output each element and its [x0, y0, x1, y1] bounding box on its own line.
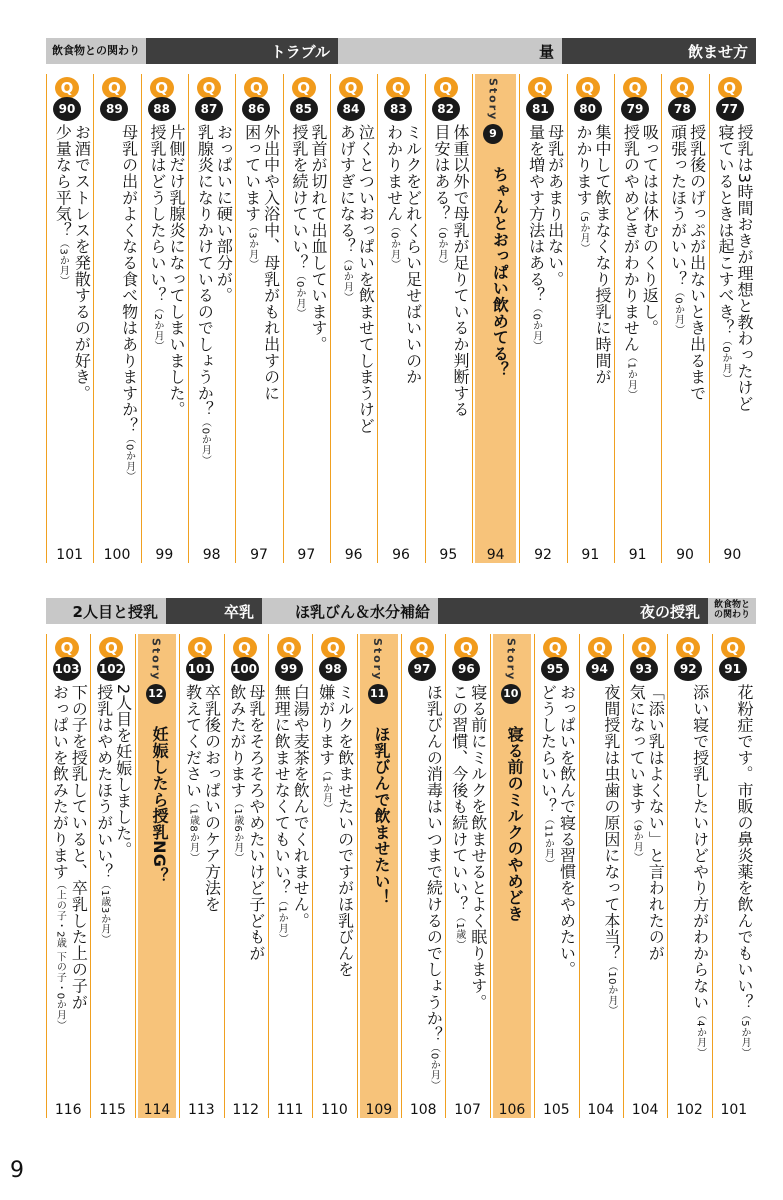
question-body: 吸ってはは休むのくり返し。 授乳のやめどきがわかりません — [621, 124, 660, 353]
child-age: （1歳3か月） — [98, 879, 110, 945]
question-number: 84 — [337, 97, 365, 121]
story-label: Story — [371, 638, 385, 682]
q-icon: Q — [454, 637, 478, 659]
question-badge — [194, 77, 224, 121]
child-age: （1か月） — [625, 352, 637, 401]
story-label: Story — [504, 638, 518, 682]
column-divider — [709, 74, 710, 563]
page-reference: 98 — [202, 547, 221, 563]
column-divider — [614, 74, 615, 563]
q-icon: Q — [102, 77, 126, 99]
question-column — [667, 634, 711, 1118]
question-body: おっぱいに硬い部分が。 乳腺炎になりかけているのでしょうか？ — [195, 124, 234, 418]
column-divider — [90, 634, 91, 1118]
question-text — [95, 684, 133, 944]
page-reference: 109 — [365, 1102, 393, 1118]
child-age: （0か月） — [123, 433, 135, 482]
q-icon: Q — [292, 77, 316, 99]
question-number: 87 — [195, 97, 223, 121]
q-icon: Q — [55, 77, 79, 99]
question-column — [268, 634, 312, 1118]
question-body: 妊娠したら授乳NG？ — [150, 726, 170, 884]
question-body: お酒でストレスを発散するのが好き。 少量なら平気？ — [53, 124, 92, 402]
question-body: ミルクをどれくらい足せばいいのか わかりません — [384, 124, 423, 385]
question-number: 98 — [319, 657, 347, 681]
question-badge — [431, 77, 461, 121]
question-badge — [241, 77, 271, 121]
question-badge — [185, 637, 215, 681]
question-text — [691, 684, 710, 1058]
column-divider — [93, 74, 94, 563]
q-icon: Q — [623, 77, 647, 99]
question-text — [317, 684, 355, 977]
child-age: （0か月） — [435, 221, 447, 270]
child-age: （1歳8か月） — [187, 798, 199, 863]
top-section — [46, 38, 756, 563]
question-number: 78 — [668, 97, 696, 121]
question-body: 授乳後のげっぷが出ないとき出るまで 頑張ったほうがいい？ — [668, 124, 707, 402]
question-text — [195, 124, 233, 465]
question-number: 95 — [541, 657, 569, 681]
story-column — [490, 634, 534, 1118]
question-badge — [540, 637, 570, 681]
question-text — [621, 124, 659, 400]
question-text — [50, 684, 88, 1030]
question-text — [505, 726, 524, 922]
question-text — [627, 684, 665, 961]
column-divider — [283, 74, 284, 563]
question-badge — [673, 637, 703, 681]
question-column — [377, 74, 424, 563]
question-text — [716, 124, 754, 412]
question-number: 102 — [97, 657, 125, 681]
question-body: 夜間授乳は虫歯の原因になって本当？ — [601, 684, 621, 962]
question-column — [425, 74, 472, 563]
question-badge — [667, 77, 697, 121]
question-text — [574, 124, 612, 385]
question-number: 101 — [186, 657, 214, 681]
column-divider — [312, 634, 313, 1118]
category-header: 飲食物との関わり — [46, 38, 146, 64]
q-icon: Q — [277, 637, 301, 659]
page-reference: 99 — [155, 547, 174, 563]
q-icon: Q — [588, 637, 612, 659]
page-reference: 104 — [587, 1102, 615, 1118]
child-age: （1歳） — [453, 912, 465, 950]
question-text — [424, 684, 443, 1090]
column-divider — [490, 634, 491, 1118]
question-number: 96 — [452, 657, 480, 681]
page-reference: 91 — [581, 547, 600, 563]
column-divider — [712, 634, 713, 1118]
page-reference: 96 — [344, 547, 363, 563]
question-badge — [585, 637, 615, 681]
question-body: ほ乳びんで飲ませたい！ — [372, 726, 391, 906]
question-column — [141, 74, 188, 563]
q-icon: Q — [244, 77, 268, 99]
column-divider — [330, 74, 331, 563]
question-body: 片側だけ乳腺炎になってしまいました。 授乳はどうしたらいい？ — [147, 124, 186, 418]
question-text — [602, 684, 621, 1016]
q-icon: Q — [410, 637, 434, 659]
question-body: 体重以外で母乳が足りているか判断する 目安はある？ — [431, 124, 470, 418]
story-tag — [480, 78, 506, 144]
page-reference: 97 — [297, 547, 316, 563]
question-number: 97 — [408, 657, 436, 681]
question-number: 91 — [719, 657, 747, 681]
q-icon: Q — [55, 637, 79, 659]
question-text — [228, 684, 266, 961]
question-number: 83 — [384, 97, 412, 121]
question-badge — [525, 77, 555, 121]
question-text — [432, 124, 470, 417]
question-badge — [99, 77, 129, 121]
question-column — [235, 74, 282, 563]
column-divider — [401, 634, 402, 1118]
child-age: （0か月） — [199, 417, 211, 466]
question-column — [534, 634, 578, 1118]
page-reference: 115 — [99, 1102, 126, 1118]
question-column — [661, 74, 708, 563]
child-age: （3か月） — [341, 254, 353, 303]
question-badge — [147, 77, 177, 121]
question-body: 「添い乳はよくない」と言われたのが 気になっています — [627, 684, 666, 962]
column-divider — [224, 634, 225, 1118]
child-age: （1歳6か月） — [231, 798, 243, 863]
question-badge — [620, 77, 650, 121]
question-badge — [573, 77, 603, 121]
child-age: （0か月） — [388, 221, 400, 270]
question-body: 卒乳後のおっぱいのケア方法を 教えてください — [183, 684, 222, 913]
question-text — [527, 124, 565, 351]
page-reference: 114 — [143, 1102, 171, 1118]
question-text — [372, 726, 391, 905]
question-text — [272, 684, 310, 944]
column-divider — [445, 634, 446, 1118]
child-age: （5か月） — [577, 205, 589, 254]
question-column — [93, 74, 140, 563]
story-label: Story — [149, 638, 163, 682]
q-icon: Q — [718, 77, 742, 99]
child-age: （3か月） — [57, 238, 69, 286]
question-column — [712, 634, 756, 1118]
question-badge — [96, 637, 126, 681]
question-body: 下の子を授乳していると、卒乳した上の子が おっぱいを飲みたがります — [50, 684, 89, 1010]
page-reference: 90 — [676, 547, 694, 563]
question-number: 94 — [586, 657, 614, 681]
child-age: （0か月） — [672, 287, 684, 335]
question-column — [567, 74, 614, 563]
bottom-question-columns — [46, 634, 756, 1118]
q-icon: Q — [632, 637, 656, 659]
story-tag — [143, 638, 169, 704]
column-divider — [141, 74, 142, 563]
question-text — [120, 124, 139, 482]
bottom-category-headers — [46, 598, 756, 624]
q-icon: Q — [576, 77, 600, 99]
child-age: （2か月） — [151, 303, 163, 352]
column-divider — [534, 634, 535, 1118]
question-number: 103 — [53, 657, 81, 681]
question-badge — [274, 637, 304, 681]
question-body: ほ乳びんの消毒はいつまで続けるのでしょうか？ — [424, 684, 444, 1043]
q-icon: Q — [528, 77, 552, 99]
question-body: 外出中や入浴中、母乳がもれ出すのに 困っています — [242, 124, 281, 402]
question-body: 乳首が切れて出血しています。 授乳を続けていい？ — [289, 124, 328, 353]
question-column — [614, 74, 661, 563]
question-number: 93 — [630, 657, 658, 681]
question-text — [450, 684, 488, 1010]
child-age: （9か月） — [631, 814, 643, 863]
column-divider — [135, 634, 136, 1118]
child-age: （4か月） — [694, 1010, 706, 1058]
question-column — [401, 634, 445, 1118]
column-divider — [425, 74, 426, 563]
question-body: ちゃんとおっぱい飲めてる？ — [490, 166, 510, 378]
page-reference: 97 — [250, 547, 268, 563]
question-column — [519, 74, 566, 563]
column-divider — [661, 74, 662, 563]
category-header: 卒乳 — [166, 598, 262, 624]
category-header: ほ乳びん＆水分補給 — [262, 598, 438, 624]
question-number: 85 — [290, 97, 318, 121]
q-icon: Q — [543, 637, 567, 659]
page-reference: 116 — [54, 1102, 82, 1118]
story-column — [357, 634, 401, 1118]
question-column — [224, 634, 268, 1118]
page-reference: 113 — [187, 1102, 215, 1118]
question-badge — [383, 77, 413, 121]
question-column — [46, 74, 93, 563]
page-reference: 110 — [321, 1102, 348, 1118]
question-text — [184, 684, 222, 912]
column-divider — [179, 634, 180, 1118]
question-text — [150, 726, 169, 884]
question-number: 92 — [674, 657, 702, 681]
question-number: 86 — [242, 97, 270, 121]
q-icon: Q — [670, 77, 694, 99]
q-icon: Q — [197, 77, 221, 99]
question-badge — [718, 637, 748, 681]
top-question-columns — [46, 74, 756, 563]
story-number: 11 — [368, 684, 388, 704]
question-body: 2人目を妊娠しました。 授乳はやめたほうがいい？ — [94, 684, 133, 880]
question-badge — [52, 637, 82, 681]
page-reference: 106 — [498, 1102, 526, 1118]
page-reference: 90 — [723, 547, 742, 563]
child-age: （1か月） — [276, 895, 288, 944]
story-column — [135, 634, 179, 1118]
child-age: （1か月） — [320, 765, 332, 814]
column-divider — [235, 74, 236, 563]
column-divider — [268, 634, 269, 1118]
question-text — [53, 124, 91, 401]
column-divider — [579, 634, 580, 1118]
question-body: おっぱいを飲んで寝る習慣をやめたい。 どうしたらいい？ — [538, 684, 577, 978]
question-column — [709, 74, 756, 563]
child-age: （3か月） — [246, 221, 258, 270]
question-number: 80 — [574, 97, 602, 121]
question-column — [579, 634, 623, 1118]
question-body: 集中して飲まなくなり授乳に時間が かかります — [573, 124, 612, 385]
question-body: ミルクを飲ませたいのですがほ乳びんを 嫌がります — [316, 684, 355, 978]
question-number: 77 — [716, 97, 744, 121]
question-badge — [451, 637, 481, 681]
question-column — [623, 634, 667, 1118]
page-reference: 101 — [720, 1102, 748, 1118]
question-number: 89 — [100, 97, 128, 121]
page-reference: 101 — [56, 547, 84, 563]
question-body: 泣くとついおっぱいを飲ませてしまうけど あげすぎになる？ — [337, 124, 376, 434]
column-divider — [623, 634, 624, 1118]
question-body: 寝る前にミルクを飲ませるとよく眠ります。 この習慣、今後も続けていい？ — [449, 684, 488, 1010]
question-text — [290, 124, 328, 352]
child-age: （0か月） — [293, 270, 305, 319]
story-tag — [365, 638, 391, 704]
question-text — [385, 124, 423, 385]
child-age: （5か月） — [739, 1010, 750, 1058]
q-icon: Q — [339, 77, 363, 99]
page-reference: 95 — [439, 547, 458, 563]
q-icon: Q — [150, 77, 174, 99]
child-age: （10か月） — [605, 961, 617, 1016]
question-text — [337, 124, 375, 434]
question-badge — [289, 77, 319, 121]
column-divider — [357, 634, 358, 1118]
page-reference: 100 — [103, 547, 131, 563]
story-tag — [498, 638, 524, 704]
page-reference: 96 — [392, 547, 410, 563]
question-text — [539, 684, 577, 977]
page-reference: 92 — [534, 547, 552, 563]
question-number: 90 — [53, 97, 81, 121]
top-category-headers — [46, 38, 756, 64]
q-icon: Q — [676, 637, 700, 659]
page-reference: 111 — [276, 1102, 304, 1118]
column-divider — [667, 634, 668, 1118]
page-reference: 108 — [409, 1102, 437, 1118]
question-text — [490, 166, 509, 378]
question-body: 花粉症です。市販の鼻炎薬を飲んでもいい？ — [735, 684, 754, 1010]
story-label: Story — [486, 78, 500, 122]
question-number: 99 — [275, 657, 303, 681]
question-badge — [336, 77, 366, 121]
question-badge — [52, 77, 82, 121]
question-body: 添い寝で授乳したいけどやり方がわからない — [690, 684, 710, 1010]
category-header: 飲食物との関わり — [708, 598, 756, 624]
question-badge — [230, 637, 260, 681]
column-divider — [188, 74, 189, 563]
column-divider — [46, 74, 47, 563]
question-column — [188, 74, 235, 563]
child-age: （上の子・2歳 下の子・0か月） — [54, 879, 66, 1031]
category-header: 量 — [338, 38, 562, 64]
question-badge — [407, 637, 437, 681]
story-number: 9 — [483, 124, 503, 144]
page-reference: 112 — [232, 1102, 260, 1118]
category-header: 夜の授乳 — [438, 598, 708, 624]
q-icon: Q — [386, 77, 410, 99]
question-number: 79 — [621, 97, 649, 121]
question-body: 母乳をそろそろやめたいけど子どもが 飲みたがります — [227, 684, 266, 962]
column-divider — [519, 74, 520, 563]
question-badge — [629, 637, 659, 681]
category-header: 飲ませ方 — [562, 38, 756, 64]
q-icon: Q — [721, 637, 745, 659]
question-number: 82 — [432, 97, 460, 121]
q-icon: Q — [99, 637, 123, 659]
column-divider — [377, 74, 378, 563]
question-column — [312, 634, 356, 1118]
question-column — [179, 634, 223, 1118]
question-text — [243, 124, 281, 401]
question-column — [283, 74, 330, 563]
question-body: 寝る前のミルクのやめどき — [505, 726, 525, 922]
story-number: 12 — [146, 684, 166, 704]
page-reference: 91 — [628, 547, 647, 563]
story-column — [472, 74, 519, 563]
child-age: （0か月） — [719, 335, 731, 384]
question-number: 81 — [526, 97, 554, 121]
column-divider — [46, 634, 47, 1118]
question-column — [330, 74, 377, 563]
page-reference: 107 — [454, 1102, 481, 1118]
q-icon: Q — [233, 637, 257, 659]
question-column — [445, 634, 489, 1118]
category-header: トラブル — [146, 38, 338, 64]
q-icon: Q — [188, 637, 212, 659]
page-reference: 104 — [631, 1102, 659, 1118]
page-reference: 102 — [676, 1102, 703, 1118]
child-age: （0か月） — [530, 303, 542, 352]
question-body: 母乳があまり出ない。 量を増やす方法はある？ — [526, 124, 565, 304]
question-badge — [715, 77, 745, 121]
bottom-section — [46, 598, 756, 1118]
q-icon: Q — [434, 77, 458, 99]
child-age: （0か月） — [428, 1042, 440, 1091]
question-text — [148, 124, 186, 417]
child-age: （11か月） — [542, 814, 554, 869]
column-divider — [472, 74, 473, 563]
question-badge — [318, 637, 348, 681]
question-number: 88 — [148, 97, 176, 121]
column-divider — [567, 74, 568, 563]
question-body: 白湯や麦茶を飲んでくれません。 無理に飲ませなくてもいい？ — [272, 684, 311, 929]
question-column — [90, 634, 134, 1118]
question-text — [669, 124, 707, 401]
question-number: 100 — [231, 657, 259, 681]
question-text — [735, 684, 754, 1058]
story-number: 10 — [501, 684, 521, 704]
question-column — [46, 634, 90, 1118]
page-number: 9 — [10, 1158, 24, 1183]
question-body: 母乳の出がよくなる食べ物はありますか？ — [119, 124, 139, 434]
question-body: 授乳は3時間おきが理想と教わったけど 寝ているときは起こすべき？ — [715, 124, 754, 412]
category-header: 2人目と授乳 — [46, 598, 166, 624]
page-reference: 94 — [486, 547, 505, 563]
q-icon: Q — [321, 637, 345, 659]
page-reference: 105 — [542, 1102, 570, 1118]
